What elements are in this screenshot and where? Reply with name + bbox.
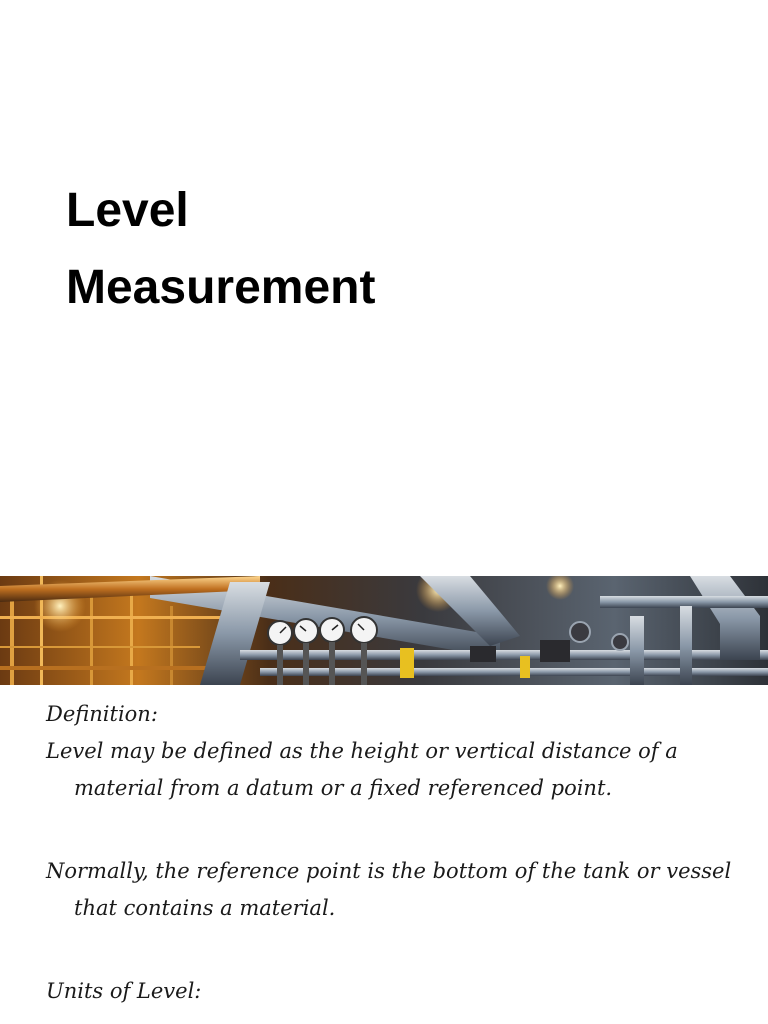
paragraph-spacer bbox=[46, 807, 736, 853]
slide-title bbox=[66, 172, 706, 326]
paragraph-spacer bbox=[46, 927, 736, 973]
title-line-1: Level bbox=[66, 184, 189, 237]
reference-point-text: Normally, the reference point is the bottom of the tank or vessel that contains a material. bbox=[46, 859, 732, 920]
units-heading: Units of Level: bbox=[46, 979, 202, 1003]
title-line-2: Measurement bbox=[66, 261, 376, 314]
industrial-pipes-banner bbox=[0, 576, 768, 685]
industrial-pipes-image bbox=[0, 576, 768, 685]
definition-text: Level may be defined as the height or vertical distance of a material from a datum or a fixed referenced point. bbox=[46, 739, 678, 800]
definition-heading: Definition: bbox=[46, 702, 158, 726]
slide-body bbox=[46, 696, 736, 1010]
